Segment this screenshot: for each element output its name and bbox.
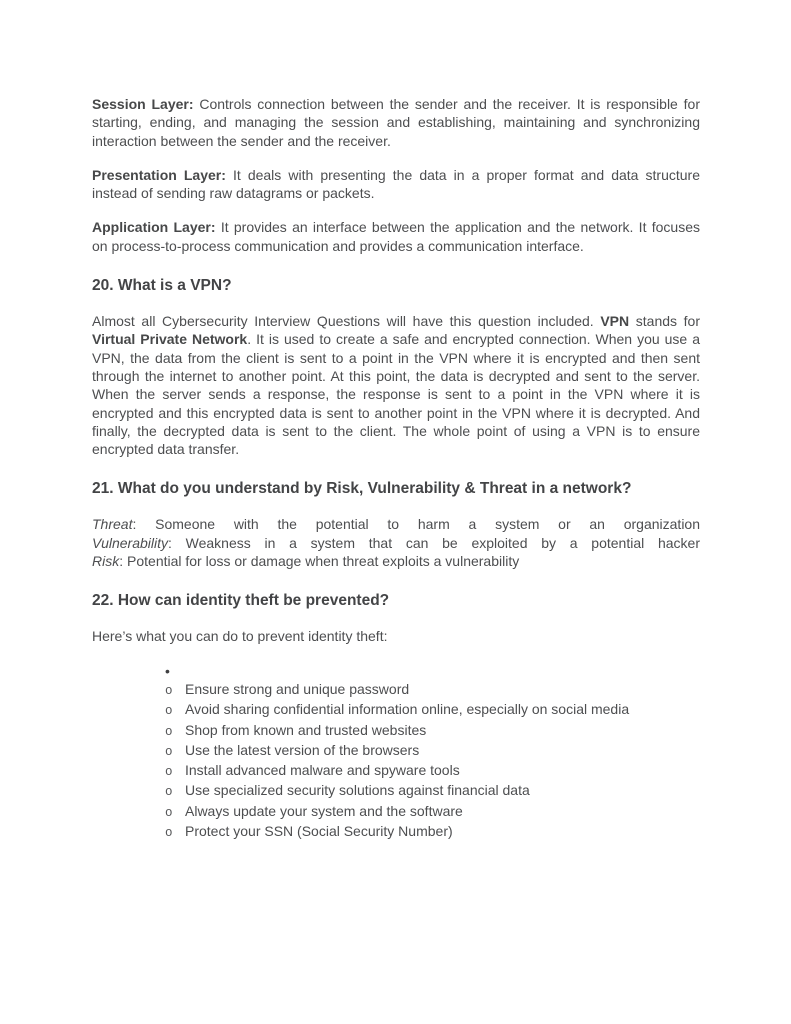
circle-bullet-icon: o — [165, 683, 173, 698]
bullet-icon: • — [165, 662, 170, 679]
list-item-text: Always update your system and the software — [185, 802, 463, 819]
list-item-text: Avoid sharing confidential information online, especially on social media — [185, 701, 630, 718]
list-item-text: Use specialized security solutions against financial data — [185, 782, 530, 799]
paragraph-application-layer: Application Layer: It provides an interface between the application and the network. It focuses on process-to-process communication and provides a communication interface. — [92, 219, 700, 254]
list-item — [165, 822, 700, 842]
prevention-list — [92, 662, 700, 843]
circle-bullet-icon: o — [165, 744, 173, 759]
question-22-heading: 22. How can identity theft be prevented? — [92, 592, 390, 610]
list-item-text: Install advanced malware and spyware tools — [185, 762, 460, 779]
risk-vulnerability-threat-definitions — [92, 515, 700, 570]
list-item — [165, 802, 700, 822]
threat-definition-line: Threat: Someone with the potential to harm a system or an organization — [92, 516, 700, 533]
list-item — [165, 700, 700, 720]
list-item — [165, 680, 700, 700]
circle-bullet-icon: o — [165, 785, 173, 800]
list-item — [165, 741, 700, 761]
paragraph-presentation-layer: Presentation Layer: It deals with presenting the data in a proper format and data structure instead of sending raw datagrams or packets. — [92, 166, 700, 202]
list-item-text: Use the latest version of the browsers — [185, 741, 420, 758]
list-item-text: Ensure strong and unique password — [185, 680, 410, 697]
page-content — [92, 95, 700, 842]
question-20-heading: 20. What is a VPN? — [92, 277, 232, 295]
list-item — [165, 781, 700, 801]
circle-bullet-icon: o — [165, 765, 173, 780]
risk-definition-line: Risk: Potential for loss or damage when threat exploits a vulnerability — [92, 553, 520, 570]
paragraph-vpn-answer: Almost all Cybersecurity Interview Questions will have this question included. VPN stands for Virtual Private Network. It is used to create a safe and encrypted connection. When you use a VPN, the data from the client is sent to a point in the VPN where it is encrypted and then sent through the internet to another point. At this point, the data is decrypted and sent to the server. When the server sends a response, the response is sent to a point in the VPN where it is encrypted and this encrypted data is sent to another point in the VPN where it is decrypted. And finally, the decrypted data is sent to the client. The whole point of using a VPN is to ensure encrypted data transfer. — [92, 313, 700, 458]
vulnerability-definition-line: Vulnerability: Weakness in a system that can be exploited by a potential hacker — [92, 534, 700, 551]
list-item — [165, 761, 700, 781]
list-item-text: Protect your SSN (Social Security Number) — [185, 823, 453, 840]
circle-bullet-icon: o — [165, 724, 173, 739]
list-item-text: Shop from known and trusted websites — [185, 721, 427, 738]
paragraph-session-layer: Session Layer: Controls connection between the sender and the receiver. It is responsible for starting, ending, and managing the session and establishing, maintaining and synchronizing interaction between the sender and the receiver. — [92, 96, 700, 149]
list-item — [165, 721, 700, 741]
circle-bullet-icon: o — [165, 704, 173, 719]
circle-bullet-icon: o — [165, 826, 173, 841]
list-item — [165, 662, 700, 680]
question-21-heading: 21. What do you understand by Risk, Vulnerability & Threat in a network? — [92, 480, 632, 498]
circle-bullet-icon: o — [165, 805, 173, 820]
identity-theft-intro: Here’s what you can do to prevent identity theft: — [92, 628, 388, 645]
